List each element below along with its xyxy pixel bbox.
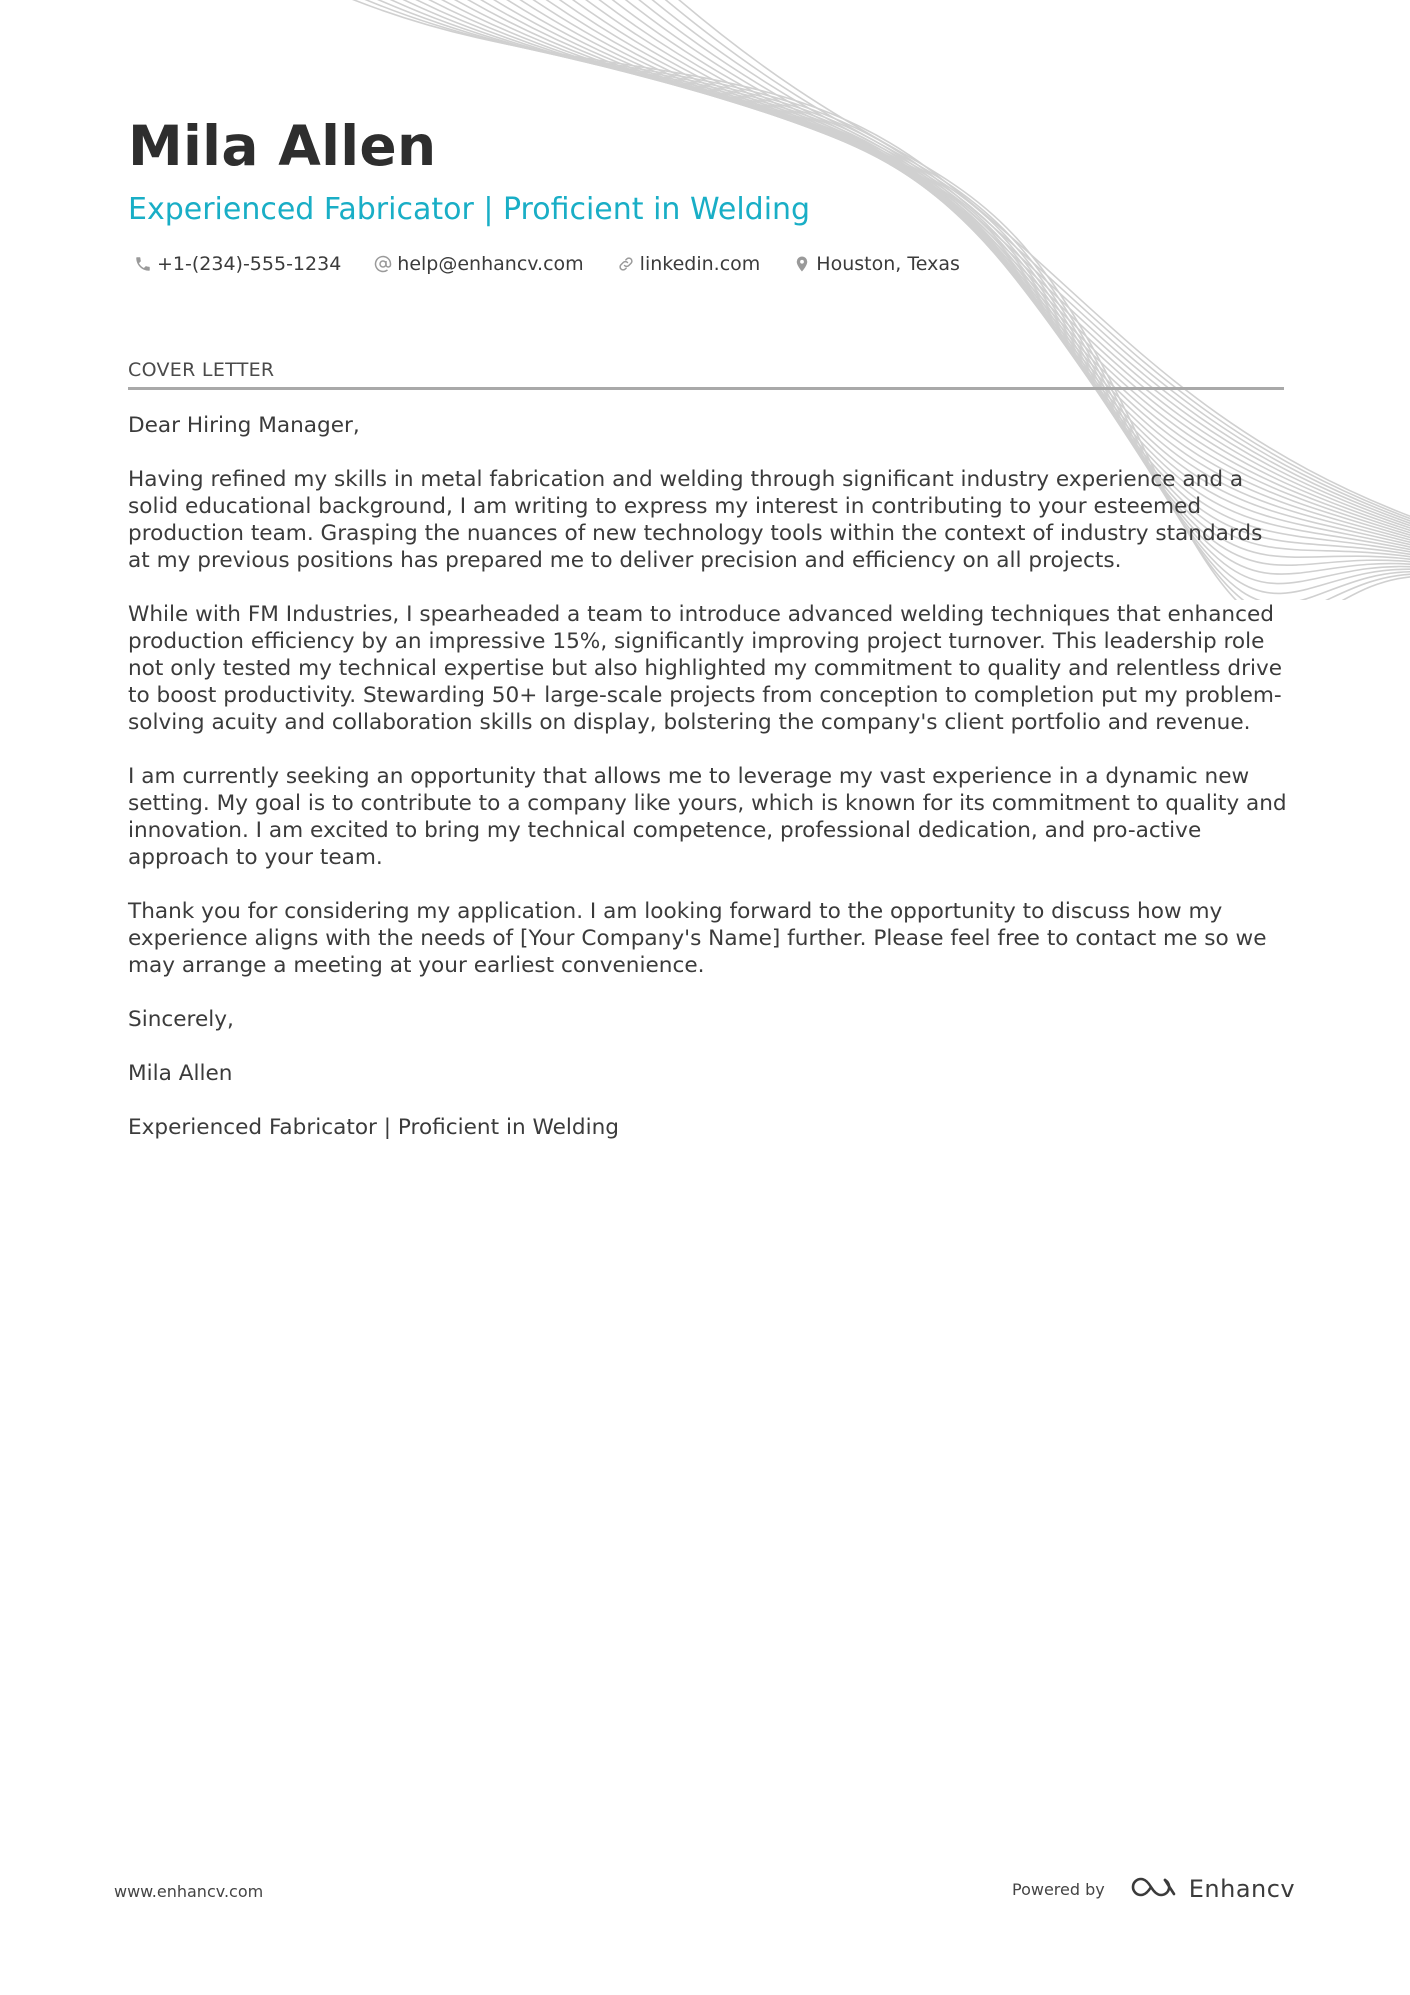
- location-text: Houston, Texas: [816, 253, 960, 275]
- letter-paragraph: While with FM Industries, I spearheaded a team to introduce advanced welding techniques that enhanced production efficiency by an impressive 15%, significantly improving project turnover. This leadership role not only tested my technical expertise but also highlighted my commitment to quality and relentless drive to boost productivity. Stewarding 50+ large-scale projects from conception to completion put my problem-solving acuity and collaboration skills on display, bolstering the company's client portfolio and revenue.: [128, 602, 1283, 735]
- phone-number: +1-(234)-555-1234: [157, 253, 342, 275]
- signature-title: Experienced Fabricator | Proficient in Welding: [128, 1115, 619, 1140]
- contact-phone[interactable]: [128, 250, 341, 278]
- letter-closing: Sincerely,: [128, 1007, 234, 1032]
- phone-icon: [134, 255, 152, 273]
- candidate-headline: Experienced Fabricator | Proficient in Welding: [128, 192, 811, 227]
- section-title: COVER LETTER: [128, 357, 1284, 390]
- link-text: linkedin.com: [639, 253, 761, 275]
- letter-paragraph: I am currently seeking an opportunity that allows me to leverage my vast experience in a dynamic new setting. My goal is to contribute to a company like yours, which is known for its commitment to quality and innovation. I am excited to bring my technical competence, professional dedication, and pro-active approach to your team.: [128, 764, 1287, 870]
- letter-paragraph: Having refined my skills in metal fabrication and welding through significant industry experience and a solid educational background, I am writing to express my interest in contributing to your esteemed production team. Grasping the nuances of new technology tools within the context of industry standards at my previous positions has prepared me to deliver precision and efficiency on all projects.: [128, 467, 1263, 573]
- cover-letter-section: [128, 357, 1284, 390]
- email-address: help@enhancv.com: [397, 253, 584, 275]
- link-icon: [617, 255, 635, 273]
- letter-greeting: Dear Hiring Manager,: [128, 413, 360, 438]
- at-sign-icon: [374, 255, 392, 273]
- footer-branding: [1012, 1875, 1295, 1903]
- contact-bar: [128, 250, 1288, 278]
- location-pin-icon: [793, 255, 811, 273]
- footer-website[interactable]: www.enhancv.com: [114, 1882, 264, 1901]
- candidate-name: Mila Allen: [128, 114, 437, 178]
- letter-paragraph: Thank you for considering my application. I am looking forward to the opportunity to discuss how my experience aligns with the needs of [Your Company's Name] further. Please feel free to contact me so we may arrange a meeting at your earliest convenience.: [128, 899, 1267, 978]
- contact-email[interactable]: [368, 250, 583, 278]
- brand-name: Enhancv: [1188, 1875, 1296, 1903]
- letter-body: [128, 412, 1288, 1168]
- powered-by-label: Powered by: [1012, 1879, 1105, 1899]
- signature-name: Mila Allen: [128, 1061, 233, 1086]
- contact-location: [787, 250, 960, 278]
- contact-link[interactable]: [611, 250, 761, 278]
- header: [128, 108, 1288, 278]
- enhancv-logo-icon: [1131, 1875, 1177, 1903]
